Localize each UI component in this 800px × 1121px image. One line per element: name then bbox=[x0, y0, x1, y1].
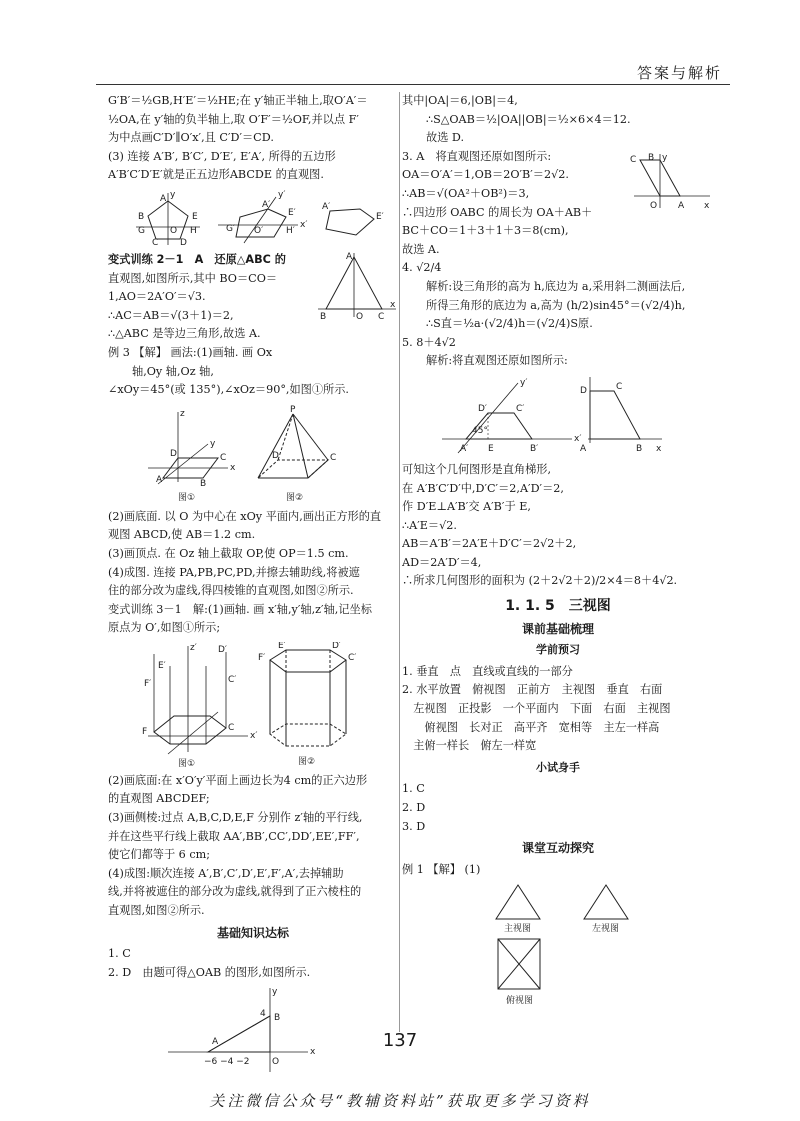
svg-text:F: F bbox=[142, 726, 148, 737]
svg-text:H: H bbox=[190, 225, 197, 236]
svg-text:O: O bbox=[650, 200, 658, 211]
text-line: ∠xOy＝45°(或 135°),∠xOz＝90°,如图①所示. bbox=[108, 383, 349, 397]
section-subtitle: 学前预习 bbox=[536, 643, 580, 657]
svg-text:E′: E′ bbox=[158, 660, 166, 671]
view-label: 主视图 bbox=[504, 924, 532, 935]
text-line: 的直观图 ABCDEF; bbox=[108, 792, 210, 806]
pyramid-figures bbox=[108, 404, 398, 504]
text-line: ½OA,在 y′轴的负半轴上,取 O′F′＝½OF,并以点 F′ bbox=[108, 112, 359, 126]
svg-text:y′: y′ bbox=[278, 189, 286, 200]
svg-text:C: C bbox=[616, 381, 623, 392]
svg-text:B: B bbox=[138, 211, 145, 222]
hexagonal-prism-figures bbox=[108, 642, 398, 768]
svg-text:D: D bbox=[272, 450, 279, 461]
svg-text:O′: O′ bbox=[254, 225, 264, 236]
svg-text:D: D bbox=[170, 448, 177, 459]
text-line: ∴S直＝½a·(√2/4)h＝(√2/4)S原. bbox=[426, 317, 593, 331]
svg-text:4: 4 bbox=[260, 1009, 266, 1020]
section-subtitle: 课堂互动探究 bbox=[521, 841, 594, 856]
text-line: ∴四边形 OABC 的周长为 OA＋AB＋ bbox=[402, 205, 593, 219]
text-line: 5. 8＋4√2 bbox=[402, 335, 456, 349]
triangle-figure bbox=[318, 251, 398, 321]
svg-text:z: z bbox=[180, 408, 185, 419]
svg-text:O: O bbox=[170, 225, 178, 236]
text-line: 作 D′E⊥A′B′交 A′B′于 E, bbox=[402, 500, 531, 514]
header-rule bbox=[96, 84, 730, 85]
svg-text:D: D bbox=[580, 385, 587, 396]
text-line: 例 3 【解】 画法:(1)画轴. 画 Ox bbox=[108, 345, 273, 359]
text-line: 所得三角形的底边为 a,高为 (h/2)sin45°＝(√2/4)h, bbox=[426, 298, 686, 312]
svg-text:y: y bbox=[170, 189, 176, 200]
svg-text:E: E bbox=[192, 211, 198, 222]
svg-text:D′: D′ bbox=[218, 644, 227, 655]
text-line: 其中|OA|＝6,|OB|＝4, bbox=[402, 94, 518, 107]
left-column bbox=[108, 92, 398, 1078]
svg-text:x: x bbox=[656, 443, 662, 454]
text-line: 可知这个几何图形是直角梯形, bbox=[402, 462, 551, 476]
text-line: (3) 连接 A′B′, B′C′, D′E′, E′A′, 所得的五边形 bbox=[108, 149, 336, 163]
svg-text:F′: F′ bbox=[258, 652, 266, 663]
text-line: BC＋CO＝1＋3＋1＋3＝8(cm), bbox=[402, 224, 569, 238]
text-line: 1. 垂直 点 直线或直线的一部分 bbox=[402, 664, 573, 678]
section-subtitle: 小试身手 bbox=[536, 760, 580, 774]
text-line: (4)成图:顺次连接 A′,B′,C′,D′,E′,F′,A′,去掉辅助 bbox=[108, 866, 344, 880]
svg-text:G: G bbox=[138, 225, 145, 236]
svg-text:y: y bbox=[210, 438, 216, 449]
text-line: 变式训练 2－1 A 还原△ABC 的 bbox=[108, 252, 286, 266]
text-line: 解析:将直观图还原如图所示: bbox=[426, 354, 568, 368]
text-line: ∴△ABC 是等边三角形,故选 A. bbox=[108, 327, 261, 341]
text-line: ∴AB＝√(OA²＋OB²)＝3, bbox=[402, 186, 530, 200]
svg-text:E′: E′ bbox=[376, 211, 384, 222]
three-views-figure bbox=[402, 883, 714, 1011]
svg-text:C: C bbox=[330, 452, 337, 463]
svg-text:B: B bbox=[320, 311, 327, 321]
svg-text:A′: A′ bbox=[322, 201, 331, 212]
section-title: 基础知识达标 bbox=[216, 925, 289, 940]
text-line: 1. C bbox=[402, 782, 425, 796]
text-line: 1. C bbox=[108, 947, 131, 961]
text-line: 左视图 正投影 一个平面内 下面 右面 主视图 bbox=[402, 702, 671, 716]
text-line: 为中点画C′D′∥O′x′,且 C′D′＝CD. bbox=[108, 131, 274, 145]
text-line: 直观图,如图所示,其中 BO＝CO＝ bbox=[108, 271, 278, 285]
svg-text:45°: 45° bbox=[472, 425, 488, 436]
text-line: 2. D 由题可得△OAB 的图形,如图所示. bbox=[108, 965, 311, 979]
figure-caption: 图① bbox=[178, 758, 196, 768]
text-line: 3. A 将直观图还原如图所示: bbox=[402, 149, 552, 163]
page-number: 137 bbox=[382, 1030, 418, 1051]
svg-text:y′: y′ bbox=[520, 377, 528, 388]
text-line: 俯视图 长对正 高平齐 宽相等 主左一样高 bbox=[402, 720, 660, 734]
section-title: 1. 1. 5 三视图 bbox=[505, 598, 611, 615]
svg-text:H′: H′ bbox=[286, 225, 295, 236]
text-line: A′B′C′D′E′就是正五边形ABCDE 的直观图. bbox=[108, 168, 324, 182]
text-line: G′B′＝½GB,H′E′＝½HE;在 y′轴正半轴上,取O′A′＝ bbox=[108, 94, 368, 107]
parallelogram-figure bbox=[620, 152, 712, 214]
svg-text:A: A bbox=[580, 443, 587, 454]
svg-text:A′: A′ bbox=[460, 443, 469, 454]
svg-text:D: D bbox=[180, 237, 187, 247]
svg-text:x′: x′ bbox=[574, 433, 582, 444]
svg-text:B: B bbox=[274, 1013, 281, 1024]
svg-text:D′: D′ bbox=[332, 641, 341, 651]
text-line: 直观图,如图②所示. bbox=[108, 904, 205, 918]
section-subtitle: 课前基础梳理 bbox=[521, 621, 594, 636]
text-line: 例 1 【解】 (1) bbox=[402, 862, 481, 876]
view-label: 俯视图 bbox=[506, 996, 534, 1007]
svg-text:E′: E′ bbox=[278, 641, 286, 651]
right-column bbox=[402, 92, 714, 1015]
text-line: 故选 A. bbox=[402, 242, 440, 256]
svg-text:C: C bbox=[378, 311, 385, 321]
text-line: 线,并将被遮住的部分改为虚线,就得到了正六棱柱的 bbox=[108, 885, 362, 899]
text-line: AB＝A′B′＝2A′E＋D′C′＝2√2＋2, bbox=[402, 537, 577, 551]
svg-text:C: C bbox=[152, 237, 159, 247]
text-line: OA＝O′A′＝1,OB＝2O′B′＝2√2. bbox=[402, 168, 569, 182]
text-line: 故选 D. bbox=[426, 131, 465, 145]
text-line: 轴,Oy 轴,Oz 轴, bbox=[132, 364, 214, 378]
text-line: (4)成图. 连接 PA,PB,PC,PD,并擦去辅助线,将被遮 bbox=[108, 565, 360, 579]
text-line: ∴AC＝AB＝√(3＋1)＝2, bbox=[108, 308, 234, 322]
svg-text:E: E bbox=[488, 443, 494, 454]
svg-text:x: x bbox=[230, 462, 236, 473]
svg-text:A: A bbox=[346, 251, 353, 262]
text-line: ∴S△OAB＝½|OA||OB|＝½×6×4＝12. bbox=[426, 112, 631, 126]
svg-text:x: x bbox=[704, 200, 710, 211]
text-line: (2)画底面:在 x′O′y′平面上画边长为4 cm的正六边形 bbox=[108, 773, 368, 787]
footer-note: 关注微信公众号“教辅资料站”获取更多学习资料 bbox=[209, 1092, 591, 1110]
text-line: ∴A′E＝√2. bbox=[402, 518, 457, 532]
svg-text:F′: F′ bbox=[144, 678, 152, 689]
svg-text:y: y bbox=[662, 152, 668, 163]
text-line: 4. √2/4 bbox=[402, 261, 442, 275]
text-line: (2)画底面. 以 O 为中心在 xOy 平面内,画出正方形的直 bbox=[108, 509, 382, 523]
svg-text:C′: C′ bbox=[228, 674, 237, 685]
text-line: 1,AO＝2A′O′＝√3. bbox=[108, 290, 206, 304]
text-line: 变式训练 3－1 解:(1)画轴. 画 x′轴,y′轴,z′轴,记坐标 bbox=[108, 602, 372, 616]
text-line: 并在这些平行线上截取 AA′,BB′,CC′,DD′,EE′,FF′, bbox=[108, 829, 360, 843]
svg-text:−6 −4 −2: −6 −4 −2 bbox=[204, 1057, 250, 1068]
text-line: 使它们都等于 6 cm; bbox=[108, 848, 210, 862]
text-line: ∴所求几何图形的面积为 (2＋2√2＋2)/2×4＝8＋4√2. bbox=[402, 574, 678, 588]
figure-caption: 图① bbox=[178, 492, 196, 503]
svg-text:E′: E′ bbox=[288, 207, 296, 218]
figure-caption: 图② bbox=[286, 492, 304, 503]
svg-text:x: x bbox=[310, 1047, 316, 1058]
svg-text:C: C bbox=[630, 154, 637, 165]
svg-text:O: O bbox=[356, 311, 364, 321]
svg-text:y: y bbox=[272, 987, 278, 998]
svg-text:x: x bbox=[390, 299, 396, 310]
text-line: 观图 ABCD,使 AB＝1.2 cm. bbox=[108, 528, 256, 542]
svg-text:B: B bbox=[200, 478, 207, 489]
text-line: 在 A′B′C′D′中,D′C′＝2,A′D′＝2, bbox=[402, 481, 564, 495]
svg-text:C′: C′ bbox=[516, 403, 525, 414]
text-line: (3)画顶点. 在 Oz 轴上截取 OP,使 OP＝1.5 cm. bbox=[108, 546, 349, 560]
text-line: 原点为 O′,如图①所示; bbox=[108, 621, 221, 635]
svg-text:B′: B′ bbox=[530, 443, 539, 454]
svg-text:A′: A′ bbox=[262, 199, 271, 210]
svg-text:A: A bbox=[160, 193, 167, 204]
text-line: 住的部分改为虚线,得四棱锥的直观图,如图②所示. bbox=[108, 584, 354, 598]
svg-text:x′: x′ bbox=[300, 219, 308, 230]
svg-text:B: B bbox=[648, 152, 655, 163]
svg-text:C: C bbox=[228, 722, 235, 733]
svg-text:C′: C′ bbox=[348, 652, 357, 663]
svg-text:O: O bbox=[272, 1057, 280, 1068]
svg-text:G′: G′ bbox=[226, 223, 236, 234]
view-label: 左视图 bbox=[592, 924, 620, 935]
text-line: 2. 水平放置 俯视图 正前方 主视图 垂直 右面 bbox=[402, 683, 663, 697]
text-line: 2. D bbox=[402, 801, 426, 814]
svg-text:C: C bbox=[220, 452, 227, 463]
text-line: AD＝2A′D′＝4, bbox=[402, 555, 482, 569]
svg-text:z′: z′ bbox=[190, 642, 197, 653]
svg-text:P: P bbox=[290, 404, 296, 415]
svg-text:A: A bbox=[678, 200, 685, 211]
text-line: 解析:设三角形的高为 h,底边为 a,采用斜二测画法后, bbox=[426, 279, 686, 293]
svg-text:A: A bbox=[212, 1037, 219, 1048]
column-divider bbox=[399, 92, 400, 1032]
text-line: (3)画侧棱:过点 A,B,C,D,E,F 分别作 z′轴的平行线, bbox=[108, 811, 363, 825]
header-title: 答案与解析 bbox=[636, 64, 722, 82]
text-line: 主俯一样长 俯左一样宽 bbox=[402, 739, 537, 753]
pentagon-figures bbox=[108, 189, 398, 247]
text-line: 3. D bbox=[402, 819, 426, 833]
trapezoid-figures bbox=[402, 375, 714, 457]
svg-text:D′: D′ bbox=[478, 403, 487, 414]
figure-caption: 图② bbox=[298, 756, 316, 767]
svg-text:B: B bbox=[636, 443, 643, 454]
svg-text:x′: x′ bbox=[250, 730, 258, 741]
svg-text:A: A bbox=[156, 474, 163, 485]
